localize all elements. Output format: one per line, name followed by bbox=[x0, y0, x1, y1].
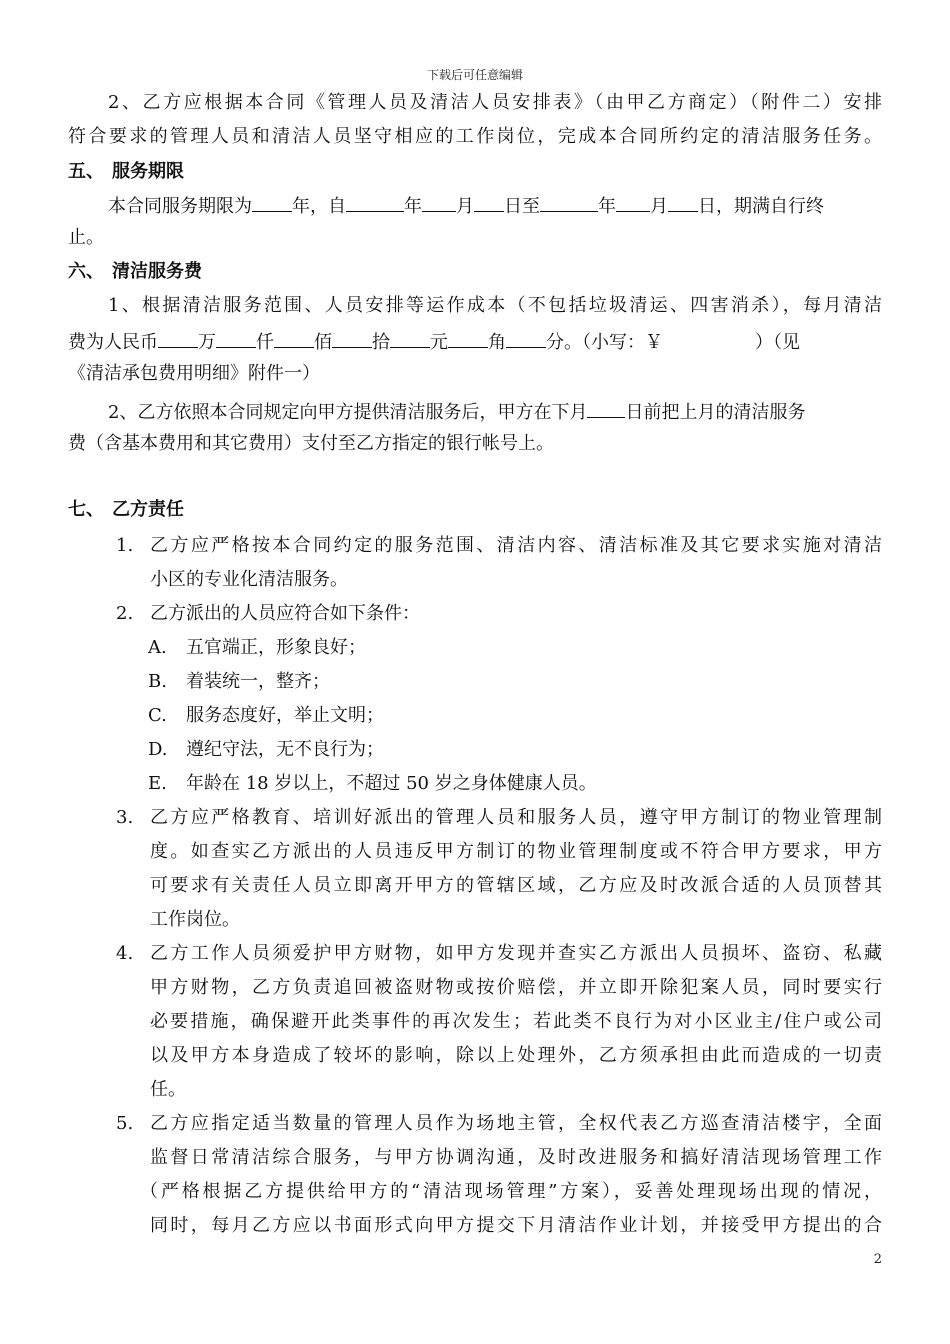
list-item-line: 以及甲方本身造成了较坏的影响，除以上处理外，乙方须承担由此而造成的一切责 bbox=[150, 1045, 882, 1066]
condition-letter: C. bbox=[148, 705, 167, 726]
condition-item bbox=[148, 669, 330, 695]
text-fragment: 元 bbox=[430, 332, 448, 353]
text-fragment: 佰 bbox=[314, 332, 332, 353]
text-fragment: 日前把上月的清洁服务 bbox=[625, 402, 806, 423]
list-item-number: 4. bbox=[116, 943, 134, 964]
blank-field[interactable] bbox=[216, 327, 256, 348]
list-item-line: 乙方派出的人员应符合如下条件： bbox=[150, 603, 420, 624]
list-item-line: 必要措施，确保避开此类事件的再次发生；若此类不良行为对小区业主/住户或公司 bbox=[150, 1011, 882, 1032]
condition-item bbox=[148, 737, 384, 763]
text-fragment: 费为人民币 bbox=[68, 332, 158, 353]
blank-field[interactable] bbox=[332, 327, 372, 348]
section-number: 七、 bbox=[68, 499, 104, 520]
list-item-line: 同时，每月乙方应以书面形式向甲方提交下月清洁作业计划，并接受甲方提出的合 bbox=[150, 1215, 882, 1236]
list-item-line: 乙方工作人员须爱护甲方财物，如甲方发现并查实乙方派出人员损坏、盗窃、私藏 bbox=[150, 943, 882, 964]
text-fragment: 2、乙方依照本合同规定向甲方提供清洁服务后，甲方在下月 bbox=[108, 402, 588, 423]
condition-item bbox=[148, 771, 597, 797]
condition-letter: D. bbox=[148, 739, 168, 760]
blank-field[interactable] bbox=[422, 191, 456, 212]
blank-field[interactable] bbox=[390, 327, 430, 348]
text-fragment: 日至 bbox=[504, 196, 540, 217]
condition-item bbox=[148, 635, 366, 661]
service-period-line bbox=[108, 191, 824, 220]
blank-field[interactable] bbox=[252, 191, 292, 212]
blank-field[interactable] bbox=[506, 327, 546, 348]
blank-field[interactable] bbox=[587, 397, 625, 418]
blank-field[interactable] bbox=[540, 191, 598, 212]
text-fragment: ）（见 bbox=[755, 332, 800, 353]
paragraph-line: 1、根据清洁服务范围、人员安排等运作成本（不包括垃圾清运、四害消杀），每月清洁 bbox=[108, 295, 882, 316]
list-item-line: 监督日常清洁综合服务，与甲方协调沟通，及时改进服务和搞好清洁现场管理工作 bbox=[150, 1147, 882, 1168]
blank-field[interactable] bbox=[274, 327, 314, 348]
text-fragment: 本合同服务期限为 bbox=[108, 196, 252, 217]
condition-letter: E. bbox=[148, 773, 167, 794]
list-item-line: 任。 bbox=[150, 1079, 186, 1100]
text-fragment: 月 bbox=[456, 196, 474, 217]
section-title: 乙方责任 bbox=[112, 499, 184, 520]
paragraph-line: 费（含基本费用和其它费用）支付至乙方指定的银行帐号上。 bbox=[68, 433, 554, 454]
section-title: 清洁服务费 bbox=[112, 261, 202, 282]
list-item-line: 乙方应严格教育、培训好派出的管理人员和服务人员，遵守甲方制订的物业管理制 bbox=[150, 807, 882, 828]
list-item-line: 工作岗位。 bbox=[150, 909, 240, 930]
blank-field[interactable] bbox=[668, 191, 698, 212]
list-item-line: 乙方应指定适当数量的管理人员作为场地主管，全权代表乙方巡查清洁楼宇，全面 bbox=[150, 1113, 882, 1134]
condition-text: 五官端正，形象良好； bbox=[186, 637, 366, 658]
text-fragment: 万 bbox=[198, 332, 216, 353]
page-number: 2 bbox=[873, 1252, 882, 1267]
condition-text: 着装统一，整齐； bbox=[186, 671, 330, 692]
text-fragment: 年 bbox=[404, 196, 422, 217]
condition-text: 遵纪守法，无不良行为； bbox=[186, 739, 384, 760]
paragraph-line: 《清洁承包费用明细》附件一） bbox=[68, 363, 320, 384]
text-fragment: 日，期满自行终 bbox=[698, 196, 824, 217]
condition-text: 年龄在 18 岁以上，不超过 50 岁之身体健康人员。 bbox=[186, 773, 597, 794]
section-heading-6 bbox=[68, 259, 202, 285]
paragraph-line: 符合要求的管理人员和清洁人员坚守相应的工作岗位，完成本合同所约定的清洁服务任务。 bbox=[68, 126, 882, 147]
paragraph-line: 止。 bbox=[68, 227, 104, 248]
list-item-line: 可要求有关责任人员立即离开甲方的管辖区域，乙方应及时改派合适的人员顶替其 bbox=[150, 875, 882, 896]
page-header: 下载后可任意编辑 bbox=[426, 68, 523, 82]
list-item-line: 乙方应严格按本合同约定的服务范围、清洁内容、清洁标准及其它要求实施对清洁 bbox=[150, 535, 882, 556]
blank-field[interactable] bbox=[616, 191, 650, 212]
text-fragment: 年，自 bbox=[292, 196, 346, 217]
fee-amount-line bbox=[68, 327, 800, 356]
section-title: 服务期限 bbox=[112, 161, 184, 182]
list-item-number: 5. bbox=[116, 1113, 134, 1134]
section-number: 六、 bbox=[68, 261, 104, 282]
list-item-number: 2. bbox=[116, 603, 134, 624]
list-item-line: 小区的专业化清洁服务。 bbox=[150, 569, 348, 590]
text-fragment: 分。（小写：￥ bbox=[546, 332, 663, 353]
condition-letter: A. bbox=[148, 637, 167, 658]
list-item-line: 甲方财物，乙方负责追回被盗财物或按价赔偿，并立即开除犯案人员，同时要实行 bbox=[150, 977, 882, 998]
blank-field[interactable] bbox=[158, 327, 198, 348]
text-fragment: 月 bbox=[650, 196, 668, 217]
blank-field[interactable] bbox=[346, 191, 404, 212]
blank-field[interactable] bbox=[448, 327, 488, 348]
blank-field[interactable] bbox=[474, 191, 504, 212]
section-heading-5 bbox=[68, 159, 184, 185]
condition-item bbox=[148, 703, 384, 729]
text-fragment: 角 bbox=[488, 332, 506, 353]
list-item-line: 度。如查实乙方派出的人员违反甲方制订的物业管理制度或不符合甲方要求，甲方 bbox=[150, 841, 882, 862]
text-fragment: 年 bbox=[598, 196, 616, 217]
text-fragment: 仟 bbox=[256, 332, 274, 353]
paragraph-line: 2、乙方应根据本合同《管理人员及清洁人员安排表》（由甲乙方商定）（附件二）安排 bbox=[108, 92, 882, 113]
section-heading-7 bbox=[68, 497, 184, 523]
condition-letter: B. bbox=[148, 671, 167, 692]
text-fragment: 拾 bbox=[372, 332, 390, 353]
payment-line bbox=[108, 397, 805, 426]
list-item-number: 3. bbox=[116, 807, 134, 828]
section-number: 五、 bbox=[68, 161, 104, 182]
list-item-line: （严格根据乙方提供给甲方的“清洁现场管理”方案），妥善处理现场出现的情况， bbox=[140, 1181, 882, 1202]
condition-text: 服务态度好，举止文明； bbox=[186, 705, 384, 726]
list-item-number: 1. bbox=[116, 535, 134, 556]
